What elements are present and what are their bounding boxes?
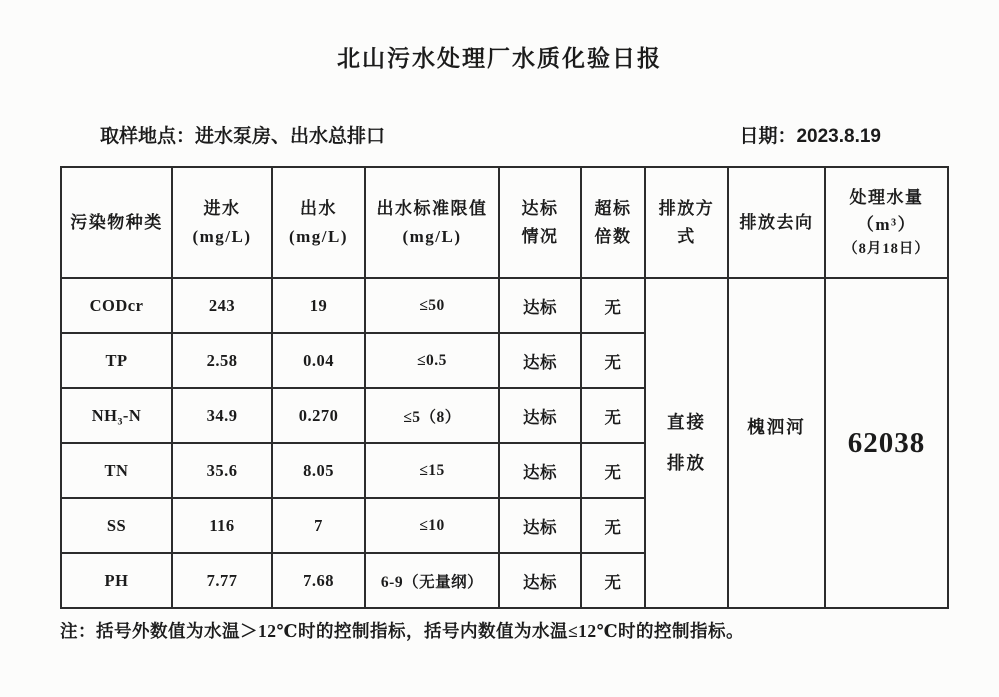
col-header-discharge-destination: [728, 167, 825, 278]
header-unit: (mg/L): [192, 226, 252, 246]
cell-status: 达标: [499, 388, 581, 443]
header-text: 污染物种类: [70, 212, 163, 232]
cell-pollutant: CODcr: [61, 278, 172, 333]
cell-exceed: 无: [581, 388, 645, 443]
col-header-discharge-mode: [645, 167, 728, 278]
footnote: 注：括号外数值为水温＞12℃时的控制指标，括号内数值为水温≤12℃时的控制指标。: [60, 621, 745, 641]
sampling-location-label: 取样地点：进水泵房、出水总排口: [100, 126, 386, 147]
cell-exceed: 无: [581, 278, 645, 333]
cell-outflow: 7: [272, 498, 365, 553]
cell-inflow: 116: [172, 498, 272, 553]
meta-row: [0, 124, 999, 150]
cell-status: 达标: [499, 498, 581, 553]
cell-limit: ≤5（8）: [365, 388, 499, 443]
cell-treated-volume: 62038: [825, 278, 948, 608]
cell-status: 达标: [499, 333, 581, 388]
header-text: 处理水量: [849, 187, 924, 207]
header-text: 进水: [203, 199, 241, 219]
cell-outflow: 19: [272, 278, 365, 333]
cell-limit: ≤15: [365, 443, 499, 498]
cell-discharge-mode: [645, 278, 728, 608]
cell-limit: 6-9（无量纲）: [365, 553, 499, 608]
cell-pollutant: PH: [61, 553, 172, 608]
cell-limit: ≤10: [365, 498, 499, 553]
cell-inflow: 35.6: [172, 443, 272, 498]
cell-discharge-destination: 槐泗河: [728, 278, 825, 608]
col-header-exceed: [581, 167, 645, 278]
cell-pollutant: SS: [61, 498, 172, 553]
header-text: 达标: [521, 199, 559, 219]
header-text: 出水标准限值: [376, 199, 488, 219]
cell-exceed: 无: [581, 498, 645, 553]
cell-pollutant: TN: [61, 443, 172, 498]
header-text: 倍数: [594, 226, 632, 246]
water-quality-table: [60, 166, 949, 609]
header-text: 式: [677, 226, 696, 246]
cell-limit: ≤0.5: [365, 333, 499, 388]
discharge-mode-line: 直接: [667, 411, 706, 432]
col-header-status: [499, 167, 581, 278]
col-header-outflow: [272, 167, 365, 278]
col-header-pollutant: [61, 167, 172, 278]
header-text: 情况: [521, 226, 559, 246]
cell-outflow: 0.270: [272, 388, 365, 443]
cell-inflow: 34.9: [172, 388, 272, 443]
cell-limit: ≤50: [365, 278, 499, 333]
cell-status: 达标: [499, 278, 581, 333]
header-text: 出水: [300, 199, 337, 219]
cell-inflow: 243: [172, 278, 272, 333]
table-row: [61, 278, 948, 333]
col-header-inflow: [172, 167, 272, 278]
header-date: （8月18日）: [843, 241, 930, 258]
cell-pollutant: TP: [61, 333, 172, 388]
cell-status: 达标: [499, 553, 581, 608]
header-text: 排放方: [658, 199, 715, 219]
cell-inflow: 7.77: [172, 553, 272, 608]
header-unit: （m³）: [856, 214, 917, 234]
cell-status: 达标: [499, 443, 581, 498]
cell-outflow: 0.04: [272, 333, 365, 388]
header-unit: (mg/L): [288, 226, 349, 246]
report-title: 北山污水处理厂水质化验日报: [337, 46, 662, 71]
cell-inflow: 2.58: [172, 333, 272, 388]
cell-exceed: 无: [581, 443, 645, 498]
report-date-label: 日期：2023.8.19: [739, 126, 881, 147]
col-header-limit: [365, 167, 499, 278]
cell-exceed: 无: [581, 333, 645, 388]
col-header-treated-volume: [825, 167, 948, 278]
cell-pollutant: NH₃-N: [61, 388, 172, 443]
discharge-mode-line: 排放: [667, 453, 706, 473]
cell-exceed: 无: [581, 553, 645, 608]
cell-outflow: 8.05: [272, 443, 365, 498]
cell-outflow: 7.68: [272, 553, 365, 608]
header-unit: (mg/L): [402, 226, 462, 246]
header-text: 排放去向: [739, 212, 814, 232]
header-text: 超标: [594, 199, 632, 219]
header-row: [61, 167, 948, 278]
